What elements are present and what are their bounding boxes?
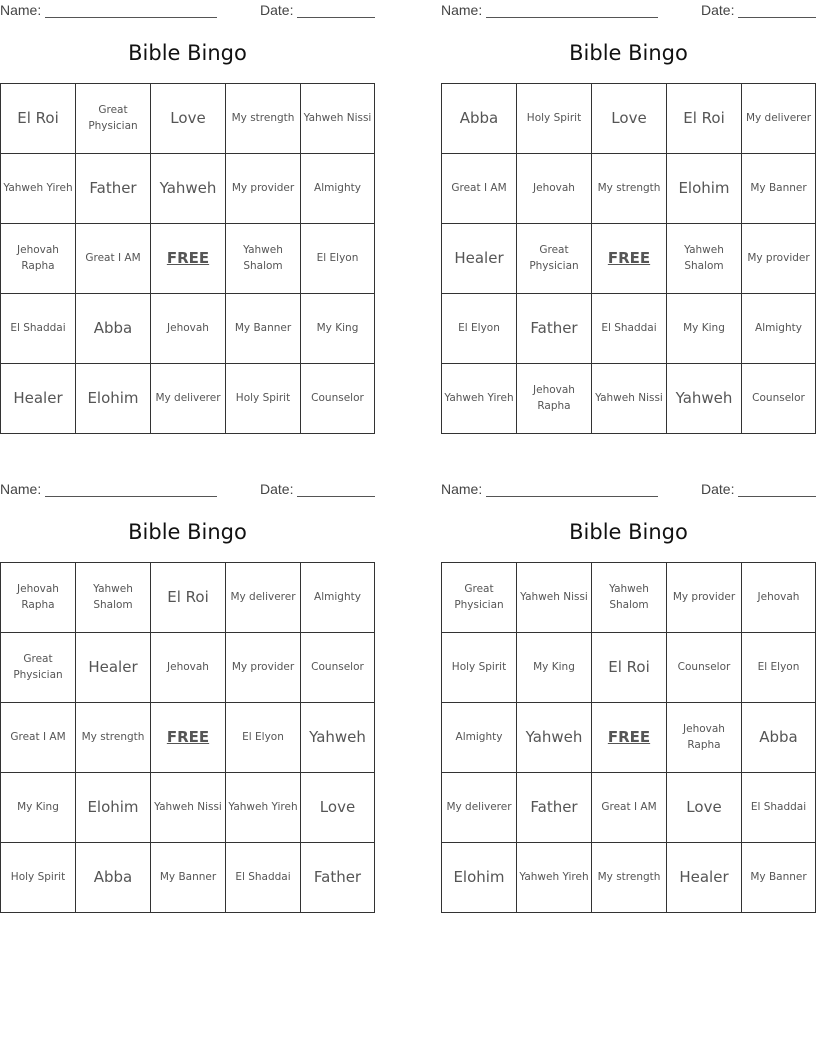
bingo-cell: Holy Spirit <box>226 364 300 433</box>
bingo-cell: Jehovah Rapha <box>667 703 741 772</box>
name-label: Name: <box>0 2 42 18</box>
bingo-cell: Counselor <box>667 633 741 702</box>
bingo-cell: Father <box>517 773 591 842</box>
bingo-cell: El Shaddai <box>1 294 75 363</box>
bingo-cell: Love <box>592 84 666 153</box>
bingo-cell: Healer <box>76 633 150 702</box>
bingo-cell: El Elyon <box>301 224 374 293</box>
bingo-cell: Love <box>667 773 741 842</box>
bingo-cell: My strength <box>592 154 666 223</box>
bingo-cell: Father <box>517 294 591 363</box>
bingo-cell: My strength <box>226 84 300 153</box>
free-space: FREE <box>151 224 225 293</box>
name-blank-line <box>486 496 658 497</box>
bingo-cell: Abba <box>76 843 150 912</box>
card-title: Bible Bingo <box>128 520 247 544</box>
bingo-cell: Jehovah <box>742 563 815 632</box>
bingo-cell: My deliverer <box>742 84 815 153</box>
bingo-cell: Jehovah Rapha <box>1 563 75 632</box>
bingo-cell: Great Physician <box>76 84 150 153</box>
bingo-cell: My deliverer <box>442 773 516 842</box>
card-title: Bible Bingo <box>128 41 247 65</box>
card-title: Bible Bingo <box>569 520 688 544</box>
bingo-cell: Love <box>151 84 225 153</box>
name-date-row <box>441 2 816 20</box>
card-title: Bible Bingo <box>569 41 688 65</box>
bingo-cell: El Elyon <box>442 294 516 363</box>
bingo-cell: El Shaddai <box>742 773 815 842</box>
bingo-cell: Yahweh Yireh <box>442 364 516 433</box>
name-blank-line <box>45 496 217 497</box>
bingo-cell: My provider <box>667 563 741 632</box>
bingo-cell: My deliverer <box>226 563 300 632</box>
bingo-cell: Yahweh Yireh <box>1 154 75 223</box>
bingo-cell: Yahweh Yireh <box>517 843 591 912</box>
name-blank-line <box>45 17 217 18</box>
bingo-cell: My provider <box>226 633 300 702</box>
bingo-cell: Holy Spirit <box>442 633 516 702</box>
bingo-cell: Yahweh Nissi <box>301 84 374 153</box>
bingo-cell: Great Physician <box>1 633 75 702</box>
bingo-cell: Holy Spirit <box>1 843 75 912</box>
bingo-cell: Yahweh Nissi <box>517 563 591 632</box>
bingo-cell: Yahweh Shalom <box>592 563 666 632</box>
date-label: Date: <box>260 481 294 497</box>
bingo-cell: Almighty <box>301 563 374 632</box>
bingo-grid <box>441 83 816 434</box>
bingo-cell: Counselor <box>742 364 815 433</box>
bingo-cell: Almighty <box>442 703 516 772</box>
bingo-cell: Yahweh Shalom <box>226 224 300 293</box>
bingo-cell: Elohim <box>442 843 516 912</box>
name-label: Name: <box>0 481 42 497</box>
bingo-cell: Yahweh Shalom <box>667 224 741 293</box>
bingo-grid <box>441 562 816 913</box>
bingo-cell: El Shaddai <box>592 294 666 363</box>
bingo-cell: Elohim <box>667 154 741 223</box>
bingo-cell: El Shaddai <box>226 843 300 912</box>
date-blank-line <box>297 17 375 18</box>
bingo-cell: Yahweh <box>151 154 225 223</box>
bingo-cell: Jehovah <box>151 633 225 702</box>
name-label: Name: <box>441 481 483 497</box>
bingo-cell: Elohim <box>76 364 150 433</box>
bingo-cell: Yahweh Shalom <box>76 563 150 632</box>
bingo-cell: Great Physician <box>517 224 591 293</box>
bingo-cell: El Roi <box>592 633 666 702</box>
bingo-cell: Jehovah <box>517 154 591 223</box>
bingo-cell: Yahweh Nissi <box>151 773 225 842</box>
bingo-cell: Holy Spirit <box>517 84 591 153</box>
bingo-cell: Father <box>76 154 150 223</box>
bingo-cell: Yahweh Nissi <box>592 364 666 433</box>
date-label: Date: <box>701 481 735 497</box>
bingo-cell: My Banner <box>151 843 225 912</box>
name-date-row <box>441 481 816 499</box>
name-label: Name: <box>441 2 483 18</box>
free-space: FREE <box>592 703 666 772</box>
bingo-cell: Yahweh <box>667 364 741 433</box>
name-date-row <box>0 481 375 499</box>
bingo-cell: Healer <box>442 224 516 293</box>
bingo-cell: Yahweh <box>301 703 374 772</box>
bingo-cell: Counselor <box>301 633 374 702</box>
bingo-cell: El Elyon <box>742 633 815 702</box>
bingo-cell: Great Physician <box>442 563 516 632</box>
bingo-cell: Love <box>301 773 374 842</box>
name-date-row <box>0 2 375 20</box>
bingo-cell: Counselor <box>301 364 374 433</box>
bingo-cell: Almighty <box>301 154 374 223</box>
bingo-grid <box>0 83 375 434</box>
bingo-cell: My King <box>667 294 741 363</box>
bingo-cell: My King <box>1 773 75 842</box>
date-label: Date: <box>260 2 294 18</box>
bingo-cell: My strength <box>592 843 666 912</box>
bingo-cell: Abba <box>442 84 516 153</box>
bingo-cell: Abba <box>76 294 150 363</box>
bingo-cell: El Roi <box>1 84 75 153</box>
free-space: FREE <box>151 703 225 772</box>
bingo-cell: My Banner <box>742 154 815 223</box>
bingo-cell: My Banner <box>742 843 815 912</box>
bingo-cell: My Banner <box>226 294 300 363</box>
bingo-cell: Great I AM <box>442 154 516 223</box>
bingo-cell: Yahweh Yireh <box>226 773 300 842</box>
bingo-cell: Healer <box>667 843 741 912</box>
bingo-cell: My King <box>517 633 591 702</box>
bingo-cell: El Roi <box>151 563 225 632</box>
bingo-cell: Father <box>301 843 374 912</box>
bingo-cell: My King <box>301 294 374 363</box>
bingo-cell: Elohim <box>76 773 150 842</box>
bingo-cell: My provider <box>742 224 815 293</box>
bingo-cell: Jehovah Rapha <box>1 224 75 293</box>
free-space: FREE <box>592 224 666 293</box>
date-label: Date: <box>701 2 735 18</box>
bingo-cell: My deliverer <box>151 364 225 433</box>
bingo-cell: El Roi <box>667 84 741 153</box>
bingo-cell: Great I AM <box>592 773 666 842</box>
bingo-cell: Jehovah <box>151 294 225 363</box>
bingo-cell: My strength <box>76 703 150 772</box>
name-blank-line <box>486 17 658 18</box>
bingo-cell: Healer <box>1 364 75 433</box>
bingo-cell: My provider <box>226 154 300 223</box>
bingo-cell: Yahweh <box>517 703 591 772</box>
date-blank-line <box>738 17 816 18</box>
bingo-cell: El Elyon <box>226 703 300 772</box>
bingo-grid <box>0 562 375 913</box>
date-blank-line <box>297 496 375 497</box>
date-blank-line <box>738 496 816 497</box>
bingo-cell: Almighty <box>742 294 815 363</box>
bingo-cell: Great I AM <box>1 703 75 772</box>
bingo-cell: Jehovah Rapha <box>517 364 591 433</box>
bingo-cell: Abba <box>742 703 815 772</box>
bingo-cell: Great I AM <box>76 224 150 293</box>
